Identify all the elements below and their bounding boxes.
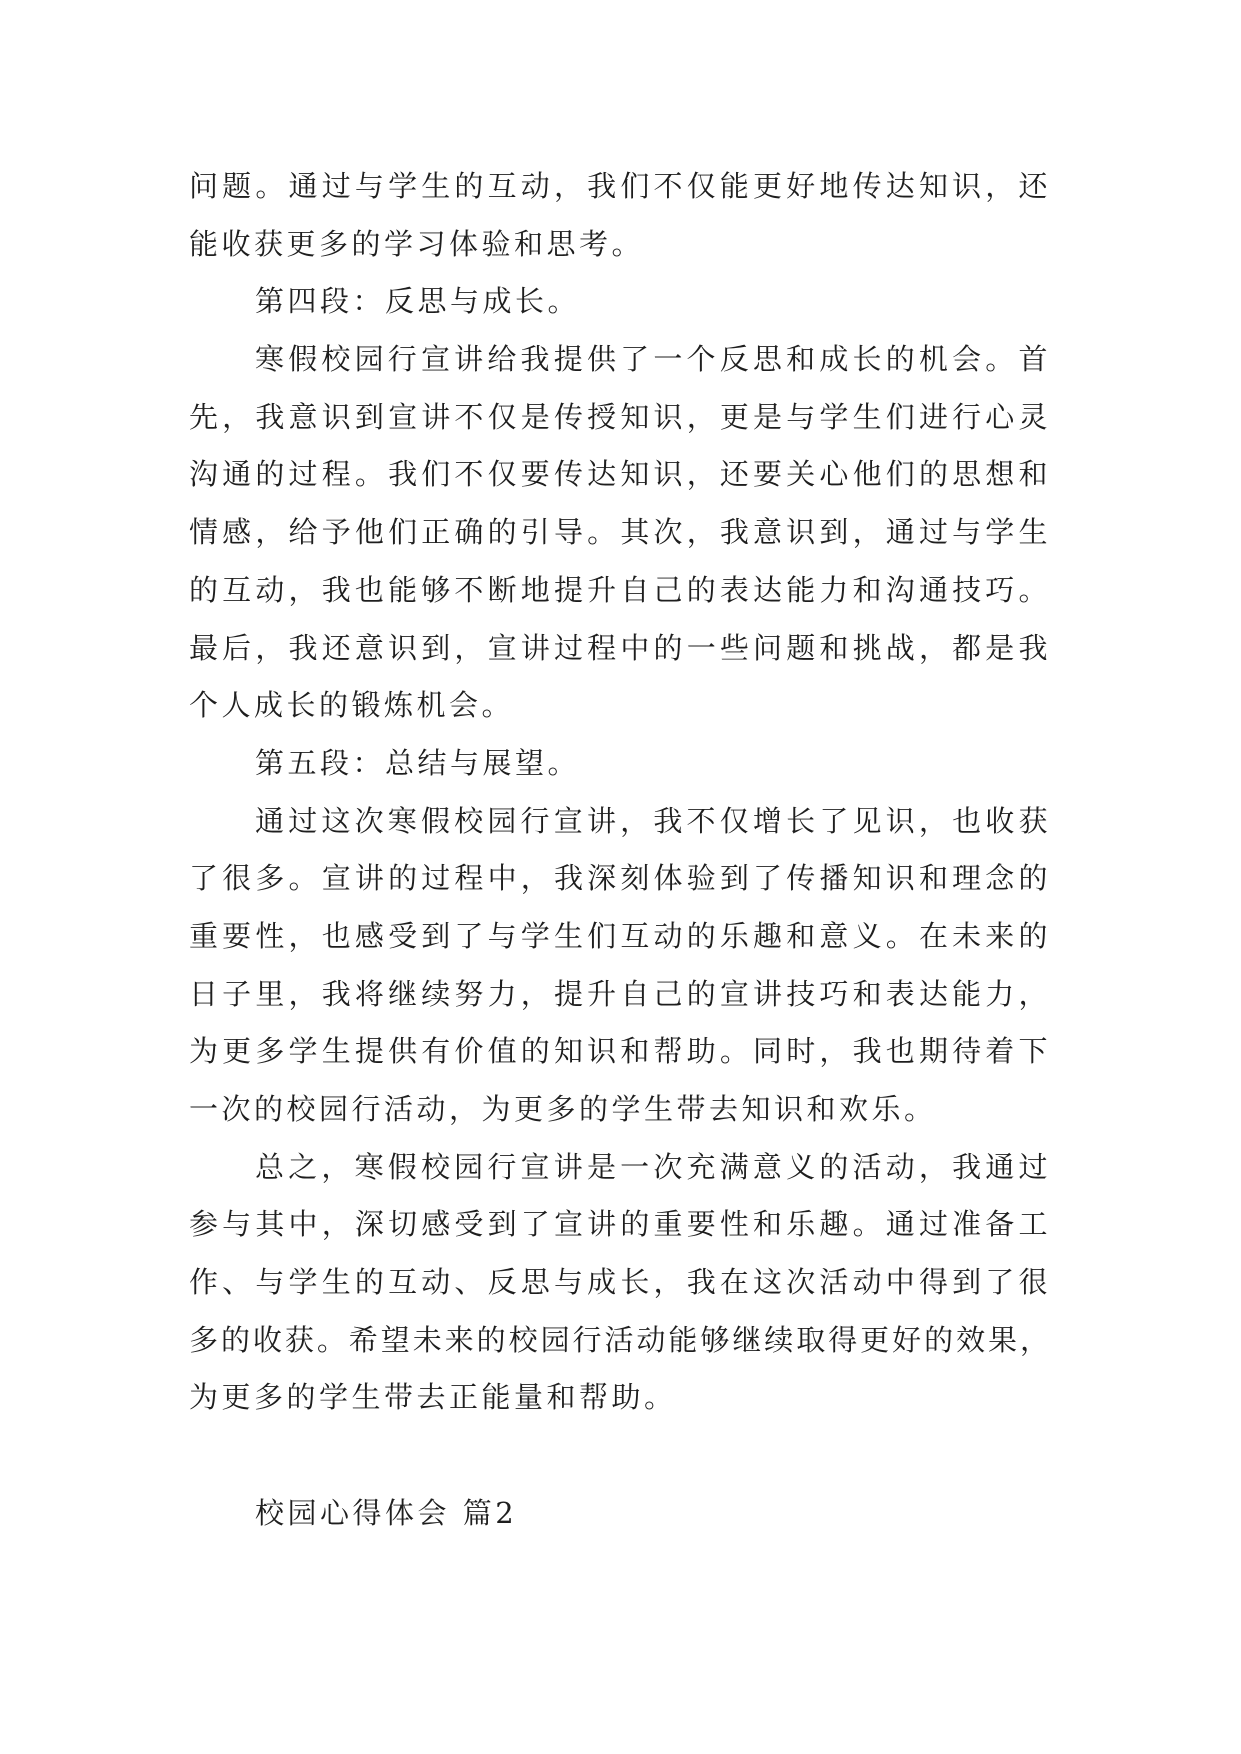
paragraph [189, 793, 1051, 1139]
text-line: 寒假校园行宣讲给我提供了一个反思和成长的机会。首 [255, 342, 1051, 377]
paragraph [189, 158, 1051, 273]
text-line: 问题。通过与学生的互动，我们不仅能更好地传达知识，还 [189, 169, 1051, 203]
section-heading: 校园心得体会 篇2 [255, 1495, 518, 1530]
text-line: 的互动，我也能够不断地提升自己的表达能力和沟通技巧。 [189, 572, 1051, 607]
document-page [189, 158, 1051, 1543]
text-line: 通过这次寒假校园行宣讲，我不仅增长了见识，也收获 [255, 803, 1051, 838]
paragraph-heading [189, 273, 1051, 331]
text-line: 了很多。宣讲的过程中，我深刻体验到了传播知识和理念的 [189, 861, 1051, 896]
text-line: 日子里，我将继续努力，提升自己的宣讲技巧和表达能力， [189, 976, 1051, 1011]
heading-line: 第五段：总结与展望。 [255, 745, 581, 780]
text-line: 作、与学生的互动、反思与成长，我在这次活动中得到了很 [189, 1265, 1051, 1300]
paragraph-heading [189, 735, 1051, 793]
text-line: 参与其中，深切感受到了宣讲的重要性和乐趣。通过准备工 [189, 1207, 1051, 1242]
text-line: 情感，给予他们正确的引导。其次，我意识到，通过与学生 [189, 515, 1051, 550]
heading-line: 第四段：反思与成长。 [255, 284, 581, 319]
text-line: 个人成长的锻炼机会。 [189, 688, 515, 723]
text-line: 为更多的学生带去正能量和帮助。 [189, 1380, 677, 1415]
text-line: 最后，我还意识到，宣讲过程中的一些问题和挑战，都是我 [189, 630, 1051, 665]
text-line: 沟通的过程。我们不仅要传达知识，还要关心他们的思想和 [189, 457, 1051, 492]
text-line: 先，我意识到宣讲不仅是传授知识，更是与学生们进行心灵 [189, 399, 1051, 434]
text-line: 总之，寒假校园行宣讲是一次充满意义的活动，我通过 [255, 1149, 1051, 1184]
text-line: 一次的校园行活动，为更多的学生带去知识和欢乐。 [189, 1092, 937, 1126]
text-line: 重要性，也感受到了与学生们互动的乐趣和意义。在未来的 [189, 918, 1051, 953]
text-line: 为更多学生提供有价值的知识和帮助。同时，我也期待着下 [189, 1034, 1051, 1069]
blank-line [189, 1427, 1051, 1485]
paragraph [189, 1139, 1051, 1427]
paragraph [189, 331, 1051, 735]
text-line: 能收获更多的学习体验和思考。 [189, 226, 645, 261]
text-line: 多的收获。希望未来的校园行活动能够继续取得更好的效果， [189, 1322, 1051, 1357]
